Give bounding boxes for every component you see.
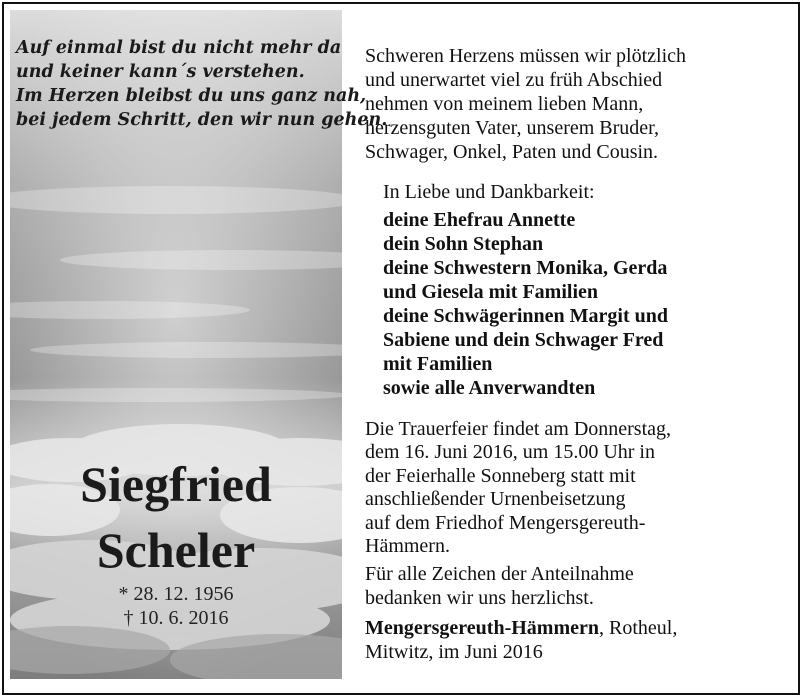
family-line: sowie alle Anverwandten: [383, 377, 596, 399]
family-line: und Giesela mit Familien: [383, 281, 598, 303]
family-line: mit Familien: [383, 353, 493, 375]
funeral-details: [365, 418, 671, 558]
funeral-line: Die Trauerfeier findet am Donnerstag,: [365, 418, 672, 440]
family-line: dein Sohn Stephan: [383, 233, 544, 255]
family-list: [383, 208, 668, 400]
poem-line: bei jedem Schritt, den wir nun gehen.: [16, 110, 388, 130]
location-date: [365, 616, 677, 664]
death-date: † 10. 6. 2016: [123, 607, 229, 629]
announcement-line: Schwager, Onkel, Paten und Cousin.: [365, 141, 659, 163]
deceased-first-name: Siegfried: [80, 456, 272, 512]
condolence-line: Für alle Zeichen der Anteilnahme: [365, 563, 634, 585]
birth-date: * 28. 12. 1956: [118, 583, 234, 605]
memorial-poem: [16, 36, 388, 132]
condolence-thanks: [365, 562, 634, 610]
location-rest: , Rotheul,: [599, 617, 678, 639]
poem-line: Im Herzen bleibst du uns ganz nah,: [16, 86, 367, 106]
family-line: Sabiene und dein Schwager Fred: [383, 329, 664, 351]
funeral-line: dem 16. Juni 2016, um 15.00 Uhr in: [365, 441, 655, 464]
funeral-line: der Feierhalle Sonneberg statt mit: [365, 464, 636, 487]
poem-line: und keiner kann´s verstehen.: [16, 62, 305, 82]
poem-line: Auf einmal bist du nicht mehr da: [16, 38, 342, 58]
thanks-heading: In Liebe und Dankbarkeit:: [383, 181, 595, 203]
deceased-last-name: Scheler: [96, 522, 256, 578]
announcement-line: Schweren Herzens müssen wir plötzlich: [365, 45, 687, 67]
announcement-text: [365, 44, 790, 164]
location-line2: Mitwitz, im Juni 2016: [365, 641, 543, 663]
family-line: deine Ehefrau Annette: [383, 209, 576, 231]
family-line: deine Schwägerinnen Margit und: [383, 305, 669, 327]
funeral-line: Hämmern.: [365, 535, 450, 558]
announcement-line: herzensguten Vater, unserem Bruder,: [365, 117, 660, 139]
announcement-line: und unerwartet viel zu früh Abschied: [365, 69, 663, 91]
condolence-line: bedanken wir uns herzlichst.: [365, 587, 594, 609]
funeral-line: auf dem Friedhof Mengersgereuth-: [365, 511, 646, 534]
family-line: deine Schwestern Monika, Gerda: [383, 257, 668, 279]
funeral-line: anschließender Urnenbeisetzung: [365, 488, 626, 511]
announcement-line: nehmen von meinem lieben Mann,: [365, 93, 644, 115]
location-place: Mengersgereuth-Hämmern: [365, 617, 600, 639]
